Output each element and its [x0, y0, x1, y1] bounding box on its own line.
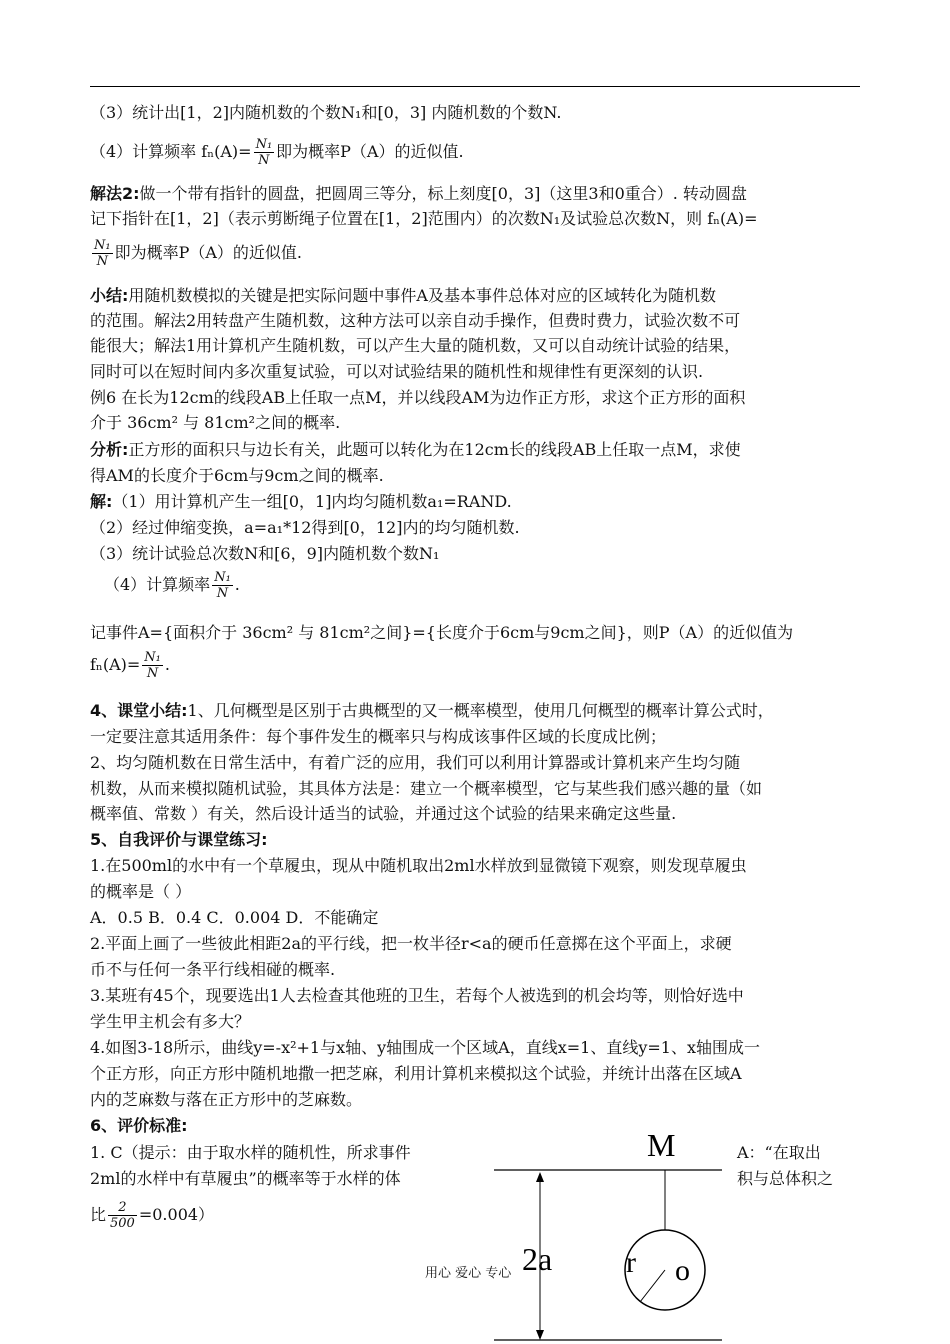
line: 个正方形，向正方形中随机地撒一把芝麻，利用计算机来模拟这个试验，并统计出落在区域A	[90, 1064, 742, 1083]
line: 的范围。解法2用转盘产生随机数，这种方法可以亲自动手操作，但费时费力，试验次数不可	[90, 311, 741, 330]
fraction: $\frac{\text{N₁}}{N}$	[255, 137, 273, 168]
line: 4.如图3-18所示，曲线y=-x²+1与x轴、y轴围成一个区域A，直线x=1、直线y=1、x轴围成一	[90, 1038, 760, 1057]
parallel-lines-figure	[490, 1120, 730, 1344]
line: 1. C（提示：由于取水样的随机性，所求事件	[90, 1143, 411, 1162]
header-rule	[90, 86, 860, 87]
line: 1.在500ml的水中有一个草履虫，现从中随机取出2ml水样放到显微镜下观察，则发现草履虫	[90, 856, 747, 875]
line: 积与总体积之	[737, 1169, 834, 1188]
label-m: M	[647, 1127, 676, 1163]
line: 得AM的长度介于6cm与9cm之间的概率.	[90, 466, 384, 485]
line: （4）计算频率 $\frac{\text{N₁}}{N}$ .	[104, 570, 240, 601]
arrow-head-down	[536, 1330, 544, 1340]
line: （3）统计出[1，2]内随机数的个数N₁和[0，3] 内随机数的个数N.	[90, 103, 562, 122]
label-o: o	[675, 1254, 690, 1287]
line: 解法2:做一个带有指针的圆盘，把圆周三等分，标上刻度[0，3]（这里3和0重合）. 转动圆盘	[90, 184, 747, 203]
line: （2）经过伸缩变换，a=a₁*12得到[0，12]内的均匀随机数.	[90, 518, 520, 537]
line: 解:（1）用计算机产生一组[0，1]内均匀随机数a₁=RAND.	[90, 492, 512, 511]
label-r: r	[626, 1246, 636, 1279]
fraction: $\frac{2}{500}$	[110, 1200, 135, 1231]
line: 4、课堂小结:1、几何概型是区别于古典概型的又一概率模型，使用几何概型的概率计算公式时，	[90, 701, 774, 720]
line: 记下指针在[1，2]（表示剪断绳子位置在[1，2]范围内）的次数N₁及试验总次数N，则 fₙ(A)=	[90, 209, 758, 228]
line: 机数，从而来模拟随机试验，其具体方法是：建立一个概率模型，它与某些我们感兴趣的量（如	[90, 779, 763, 798]
page-footer: 用心 爱心 专心	[425, 1266, 512, 1281]
section-heading: 6、评价标准:	[90, 1116, 188, 1135]
line: 比 $\frac{2}{500}$ =0.004）	[90, 1200, 215, 1231]
line: $\frac{\text{N₁}}{N}$ 即为概率P（A）的近似值.	[94, 238, 303, 269]
line: （3）统计试验总次数N和[6，9]内随机数个数N₁	[90, 544, 440, 563]
line: 内的芝麻数与落在正方形中的芝麻数。	[90, 1090, 363, 1109]
line: fₙ(A)= $\frac{\text{N₁}}{N}$ .	[90, 650, 170, 681]
line: 的概率是（ ）	[90, 882, 192, 901]
line: 介于 36cm² 与 81cm²之间的概率.	[90, 413, 341, 432]
line: A．0.5 B．0.4 C．0.004 D．不能确定	[90, 908, 379, 927]
line: （4）计算频率 fₙ(A)= $\frac{\text{N₁}}{N}$ 即为概率P（A）的近似值.	[90, 137, 464, 168]
fraction: $\frac{\text{N₁}}{N}$	[144, 650, 161, 681]
line: 一定要注意其适用条件：每个事件发生的概率只与构成该事件区域的长度成比例；	[90, 727, 667, 746]
line: 2.平面上画了一些彼此相距2a的平行线，把一枚半径r<a的硬币任意掷在这个平面上，求硬	[90, 934, 732, 953]
line: A：“在取出	[737, 1143, 821, 1162]
line: 2、均匀随机数在日常生活中，有着广泛的应用，我们可以利用计算器或计算机来产生均匀随	[90, 753, 741, 772]
section-heading: 5、自我评价与课堂练习:	[90, 830, 268, 849]
label-2a: 2a	[522, 1241, 553, 1277]
line: 概率值、常数 ）有关，然后设计适当的试验，并通过这个试验的结果来确定这些量.	[90, 804, 677, 823]
line: 例6 在长为12cm的线段AB上任取一点M，并以线段AM为边作正方形，求这个正方形的面积	[90, 388, 746, 407]
line: 记事件A={面积介于 36cm² 与 81cm²之间}={长度介于6cm与9cm之间}，则P（A）的近似值为	[90, 623, 794, 642]
fraction: $\frac{\text{N₁}}{N}$	[214, 570, 231, 601]
line: 3.某班有45个，现要选出1人去检查其他班的卫生，若每个人被选到的机会均等，则恰好选中	[90, 986, 744, 1005]
fraction: $\frac{\text{N₁}}{N}$	[94, 238, 111, 269]
line: 能很大；解法1用计算机产生随机数，可以产生大量的随机数，又可以自动统计试验的结果，	[90, 336, 741, 355]
line: 币不与任何一条平行线相碰的概率.	[90, 960, 336, 979]
line: 小结:用随机数模拟的关键是把实际问题中事件A及基本事件总体对应的区域转化为随机数	[90, 286, 716, 305]
line: 分析:正方形的面积只与边长有关，此题可以转化为在12cm长的线段AB上任取一点M，求使	[90, 440, 741, 459]
line: 学生甲主机会有多大？	[90, 1012, 251, 1031]
line: 同时可以在短时间内多次重复试验，可以对试验结果的随机性和规律性有更深刻的认识.	[90, 362, 704, 381]
radius-line	[640, 1270, 665, 1302]
arrow-head-up	[536, 1172, 544, 1182]
line: 2ml的水样中有草履虫”的概率等于水样的体	[90, 1169, 401, 1188]
